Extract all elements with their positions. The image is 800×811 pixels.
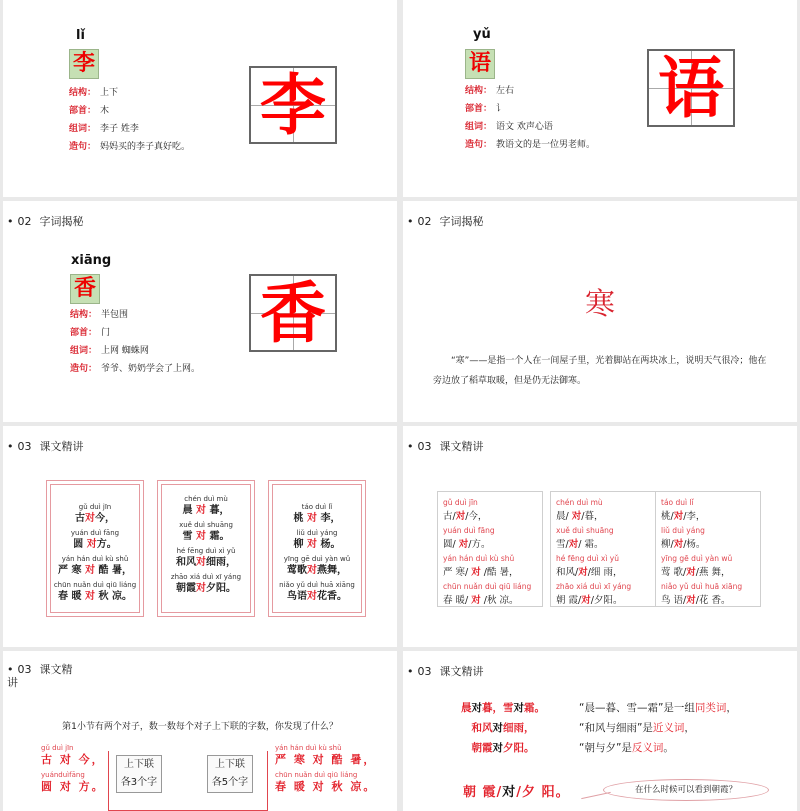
- split-couplet-card: gǔ duì jīn 古/对/今， yuán duì fāng 圆/ 对/方。 yán hán duì kù shǔ 严 寒/ 对 /酷 暑， chūn nuǎn duì qiū liáng 春 暖/ 对 /秋 凉。: [437, 491, 543, 607]
- char-info-list: [70, 306, 200, 378]
- char-grid-box: [647, 49, 735, 127]
- info-sentence: 造句： 教语文的是一位男老师。: [465, 140, 596, 150]
- info-radical: 部首： 木: [69, 106, 110, 116]
- char-small-box: 香: [70, 274, 100, 304]
- pinyin-label: xiāng: [71, 253, 112, 268]
- info-radical: 部首： 门: [70, 328, 111, 338]
- info-structure: 结构： 上下: [69, 88, 119, 98]
- word-type-explanations: “晨—暮、雪—霜”是一组同类词， “和风与细雨”是近义词， “朝与夕”是反义词。: [579, 702, 737, 754]
- slide-xiang[interactable]: [3, 201, 397, 422]
- info-words: 组词： 语文 欢声心语: [465, 122, 553, 132]
- char-info-list: [69, 84, 190, 156]
- count-box-3: 上下联 各3个字: [116, 755, 162, 793]
- couplet-card: gǔ duì jīn 古对今， yuán duì fāng 圆 对方。 yán hán duì kù shǔ 严 寒 对 酷 暑， chūn nuǎn duì qiū liáng 春 暖 对 秋 凉。: [46, 480, 144, 617]
- section-title: • 03 课文精讲: [407, 440, 484, 453]
- split-couplet-card: táo duì lǐ 桃/对/李， liǔ duì yáng 柳/对/杨。 yīng gē duì yàn wǔ 莺 歌/对/燕 舞， niǎo yǔ duì huā xiāng 鸟 语/对/花 香。: [655, 491, 761, 607]
- slide-yu[interactable]: [403, 0, 797, 197]
- slide-han[interactable]: [403, 201, 797, 422]
- slide-couplets-pinyin[interactable]: [3, 426, 397, 647]
- couplet-card: chén duì mù 晨 对 暮， xuě duì shuāng 雪 对 霜。 hé fēng duì xì yǔ 和风对细雨， zhāo xiá duì xī yáng 朝霞对夕阳。: [157, 480, 255, 617]
- count-box-5: 上下联 各5个字: [207, 755, 253, 793]
- big-char: 语: [658, 50, 724, 127]
- char-small-box: 李: [69, 49, 99, 79]
- info-structure: 结构： 左右: [465, 86, 515, 96]
- pinyin-label: lǐ: [76, 28, 85, 43]
- info-words: 组词： 李子 姓李: [69, 124, 139, 134]
- char-grid-box: [249, 66, 337, 144]
- slide-li[interactable]: [3, 0, 397, 197]
- char-grid-box: [249, 274, 337, 352]
- split-couplet-card: chén duì mù 晨/ 对/暮， xuě duì shuāng 雪/对/ 霜。 hé fēng duì xì yǔ 和风/对/细 雨， zhāo xiá duì xī yáng 朝 霞/对/夕阳。: [550, 491, 656, 607]
- section-title: [407, 0, 484, 1]
- han-description: “寒”——是指一个人在一间屋子里，光着脚站在两块冰上，说明天气很冷；他在旁边放了稻草取暖，但是仍无法御寒。: [433, 356, 767, 386]
- big-char: 香: [260, 275, 326, 352]
- pinyin-label: yǔ: [473, 27, 491, 42]
- couplet-right: yán hán duì kù shǔ 严 寒 对 酷 暑， chūn nuǎn duì qiū liáng 春 暖 对 秋 凉。: [275, 744, 377, 793]
- section-title: • 03 课文精讲: [407, 665, 484, 678]
- section-title: • 02 字词揭秘: [407, 215, 484, 228]
- couplet-lines: 晨对暮，雪对霜。 和风对细雨， 朝霞对夕阳。: [461, 702, 545, 754]
- info-structure: 结构： 半包围: [70, 310, 129, 320]
- question-text: 第1小节有两个对子，数一数每个对子上下联的字数，你发现了什么？: [62, 722, 338, 732]
- section-title: • 03 课文精讲: [7, 663, 73, 689]
- section-title: [7, 0, 84, 1]
- char-info-list: [465, 82, 595, 154]
- han-character: 寒: [585, 287, 615, 322]
- info-sentence: 造句： 妈妈买的李子真好吃。: [69, 142, 191, 152]
- section-title: • 02 字词揭秘: [7, 215, 84, 228]
- couplet-left: gǔ duì jīn 古 对 今， yuánduìfāng 圆 对 方。: [41, 744, 105, 793]
- big-char: 李: [260, 67, 326, 144]
- section-title: • 03 课文精讲: [7, 440, 84, 453]
- slide-char-count[interactable]: [3, 651, 397, 811]
- info-words: 组词： 上网 蜘蛛网: [70, 346, 149, 356]
- split-couplet-line: 朝 霞/对/夕 阳。: [463, 785, 570, 800]
- info-radical: 部首： 讠: [465, 104, 506, 114]
- couplet-card: táo duì lǐ 桃 对 李， liǔ duì yáng 柳 对 杨。 yīng gē duì yàn wǔ 莺歌对燕舞， niǎo yǔ duì huā xiāng 鸟语对花香。: [268, 480, 366, 617]
- info-sentence: 造句： 爷爷、奶奶学会了上网。: [70, 364, 201, 374]
- slide-couplets-split[interactable]: [403, 426, 797, 647]
- speech-bubble: 在什么时候可以看到朝霞？: [603, 779, 769, 801]
- char-small-box: 语: [465, 49, 495, 79]
- slide-word-types[interactable]: [403, 651, 797, 811]
